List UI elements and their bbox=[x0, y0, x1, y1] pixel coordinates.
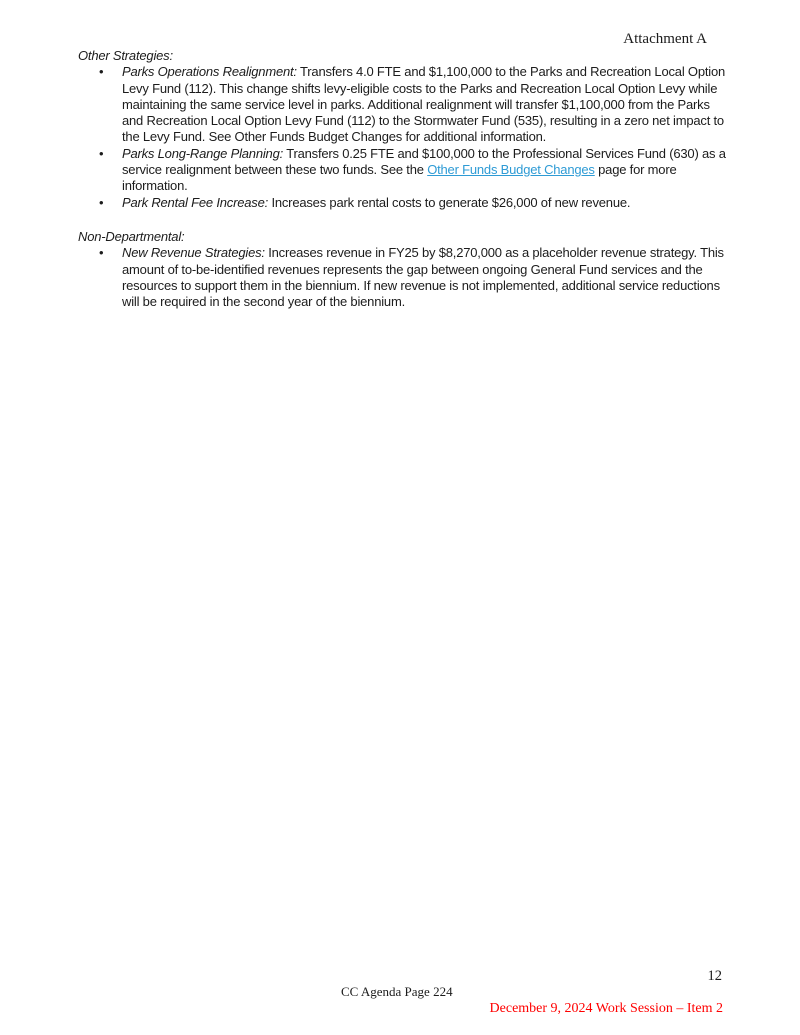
bullet-text: Transfers 4.0 FTE and $1,100,000 to the Parks and Recreation Local Option Levy Fund (112). This change shifts levy-eligible costs to the Parks and Recreation Local Option Levy while maintaining the same service level in parks. Additional realignment will transfer $1,100,000 from the Parks and Recreation Local Option Levy Fund (112) to the Stormwater Fund (535), resulting in a zero net impact to the Levy Fund. See Other Funds Budget Changes for additional information. bbox=[122, 64, 726, 145]
bullet-text: Increases revenue in FY25 by $8,270,000 as a placeholder revenue strategy. This amount of to-be-identified revenues represents the gap between ongoing General Fund services and the resources to support them in the biennium. If new revenue is not implemented, additional service reductions will be required in the second year of the biennium. bbox=[122, 245, 724, 310]
list-item-parks-long-range-planning bbox=[122, 146, 730, 195]
bullet-text: page for more information. bbox=[122, 162, 677, 194]
other-funds-budget-changes-link[interactable]: Other Funds Budget Changes bbox=[427, 162, 595, 178]
bullet-lead: Parks Operations Realignment: bbox=[122, 64, 297, 80]
list-item-parks-operations-realignment bbox=[122, 64, 730, 145]
bullet-lead: New Revenue Strategies: bbox=[122, 245, 265, 261]
bullet-text: Increases park rental costs to generate $26,000 of new revenue. bbox=[268, 194, 631, 210]
bullet-list-other-strategies bbox=[78, 64, 730, 211]
document-page bbox=[78, 30, 730, 310]
bullet-lead: Park Rental Fee Increase: bbox=[122, 194, 269, 210]
section-heading-non-departmental: Non-Departmental: bbox=[78, 228, 185, 244]
bullet-list-non-departmental bbox=[78, 245, 730, 310]
footer-agenda-page-label: CC Agenda Page 224 bbox=[341, 984, 453, 999]
bullet-text: Transfers 0.25 FTE and $100,000 to the Professional Services Fund (630) as a service realignment between these two funds. See the bbox=[122, 145, 726, 178]
bullet-lead: Parks Long-Range Planning: bbox=[122, 145, 284, 161]
section-heading-other-strategies: Other Strategies: bbox=[78, 48, 173, 63]
list-item-new-revenue-strategies bbox=[122, 245, 730, 310]
page-number: 12 bbox=[707, 968, 722, 984]
attachment-label: Attachment A bbox=[623, 31, 707, 47]
footer-work-session-label: December 9, 2024 Work Session – Item 2 bbox=[489, 1001, 723, 1016]
list-item-park-rental-fee-increase bbox=[122, 195, 730, 211]
